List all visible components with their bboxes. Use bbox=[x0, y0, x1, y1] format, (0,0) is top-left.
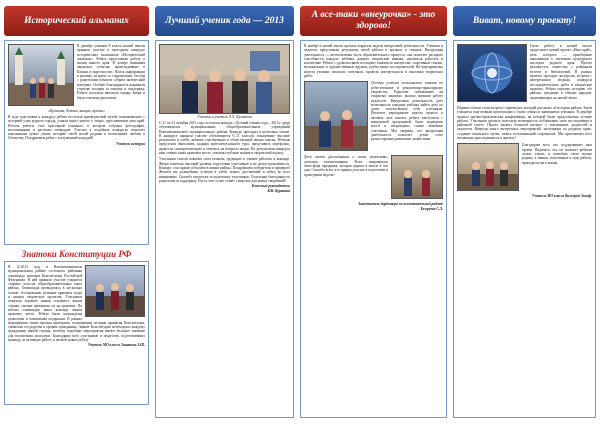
article-signature: Учитель истории bbox=[116, 141, 145, 146]
column-new-project bbox=[453, 6, 596, 418]
article-signature-role: Классный руководитель bbox=[251, 184, 290, 189]
photo-concert bbox=[391, 155, 443, 199]
heading-new-project: Виват, новому проекту! bbox=[453, 6, 596, 36]
photo-illustration bbox=[9, 45, 73, 105]
article-signature: Учитель МО класса Зинатова З.Ш. bbox=[87, 343, 145, 348]
article-signature-name: В.В. Куракина bbox=[267, 189, 290, 194]
article-signature-role: Заместитель директора по воспитательной работе bbox=[358, 202, 443, 207]
article-text-final: Благодарим всех, кто поддерживает наш проект. Надеемся, что он поможет ребятам лучше узнать и полюбить свою малую родину, а знания, полученные в ходе работы, пригодятся им в жизни. bbox=[522, 143, 592, 165]
article-text: В ноябре в нашей школе прошла открытая неделя внеурочной деятельности. Ученики и педагоги представили результаты своей работы в кружках и секциях. Внеурочная деятельность — неотъемлемая часть образовательного процесса, она помогает раскрыть способности каждого ребёнка, развить творческие навыки, научиться работать в коллективе. Ребята с удовольствием посещают занятия по интересам: спортивные секции, музыкальные и художественные кружки, клубы юных исследователей. На мероприятиях недели ученики показали спектакли, провели мастер-классы и выставки творческих работ. bbox=[304, 44, 443, 79]
photo-olympiad-team bbox=[85, 265, 145, 317]
photo-students-kremlin bbox=[8, 44, 74, 106]
photo-caption: Ученики и учитель Л.Х. Булатова bbox=[197, 115, 252, 119]
article-constitution-experts bbox=[4, 261, 149, 405]
heading-constitution-experts: Знатоки Конституции РФ bbox=[21, 249, 132, 259]
article-text-continued: В ходе подготовки к конкурсу ребята посетили краеведческий музей, познакомились с историей улиц родного города, узнали много нового о людях, прославивших наш край. Итогом работы стал красочный альманах, в котором собраны фотографии, воспоминания и рассказы очевидцев. Участие в подобных конкурсах помогает школьникам лучше узнать историю своей малой родины и воспитывает любовь к Отечеству. Поздравляем ребят с заслуженной наградой! bbox=[8, 115, 145, 141]
column-best-student bbox=[155, 6, 294, 418]
article-text-continued: Первым этапом стала встреча с краеведом, который рассказал об истории района. Затем учащиеся подготовили презентации о своих семьях и знаменитых земляках. В декабре прошла научно-практическая конференция, на которой были представлены лучшие работы. Участники проекта получили возможность публиковать свои исследования в районной газете. Проект вызвал большой интерес у школьников, родителей и педагогов. Впереди много интересных мероприятий: экспедиции по родному краю, создание школьного музея, запись воспоминаний старожилов. Мы приглашаем всех желающих присоединиться к проекту! bbox=[457, 106, 592, 141]
article-signature-name: Безгреева С.Л. bbox=[420, 207, 443, 212]
photo-best-student-group bbox=[159, 44, 290, 114]
article-text: С 21 по 31 октября 2013 года состоялся конкурс «Лучший ученик года – 2013» среди обучающихся муниципальных общеобразовательных учреждений Новошешминского муниципального района. Конкурс проходил в несколько этапов. В конкурсе приняли участие обучающиеся 9–11 классов, показавшие высокие результаты в учёбе, активно участвующие в общественной жизни школы. Ребятам предстояло выполнить задания интеллектуального тура, представить портфолио, провести самопрезентацию и ответить на вопросы жюри. По результатам конкурса наш ученик занял призовое место, показав глубокие знания и творческий подход. bbox=[159, 121, 290, 156]
heading-extracurricular: А все-таки «внеурочка» - это здорово! bbox=[300, 6, 447, 36]
article-text-final: Дети охотно рассказывали о своих увлечениях, делились впечатлениями. Всем понравилась атмосфера праздника, которая царила в школе в эти дни. Спасибо всем, кто принял участие в подготовке и проведении недели! bbox=[304, 155, 388, 177]
photo-illustration bbox=[160, 45, 289, 113]
article-historical-almanac bbox=[4, 40, 149, 245]
photo-caption: «Кулакова, Казань, январь, кремль» bbox=[47, 109, 106, 113]
photo-illustration bbox=[305, 82, 367, 150]
article-text-continued: Участники смогли показать свои таланты, эрудицию и умение работать в команде. Жюри отметило высокий уровень подготовки участников и их целеустремлённость. Конкурс стал ярким событием в жизни района. Поздравляем победителя и призёров! Желаем им дальнейших успехов в учёбе, новых достижений и побед во всех начинаниях. Спасибо педагогам за подготовку участников. Отдельная благодарность родителям за поддержку. Пусть этот успех станет стимулом для новых свершений! bbox=[159, 157, 290, 183]
heading-best-student: Лучший ученик года — 2013 bbox=[155, 6, 294, 36]
photo-project-logo bbox=[457, 44, 527, 102]
article-text-continued: Особым успехом пользовались занятия по робототехнике и декоративно-прикладному творчеству. Родители, побывавшие на открытых занятиях, высоко оценили работу педагогов. Внеурочная деятельность даёт возможность каждому ребёнку найти дело по душе, почувствовать себя успешным. Итоговое мероприятие недели прошло в актовом зале школы: ребята выступили с концертной программой, были подведены итоги и награждены самые активные участники. Мы уверены, что внеурочная деятельность помогает детям стать разносторонне развитыми личностями. bbox=[371, 81, 443, 142]
heading-historical-almanac: Исторический альманах bbox=[4, 6, 149, 36]
photo-extracurricular-event bbox=[304, 81, 368, 151]
article-signature: Учитель МО класса Валеерий Залиф. bbox=[532, 194, 592, 199]
photo-illustration bbox=[86, 266, 144, 316]
article-text: Свою работу в нашей школе продолжает новый проект «Наш край», цель которого — приобщение школьников к изучению культурного наследия родного края. Проект реализуется совместно с районным музеем и библиотекой. В рамках проекта проходят экскурсии, встречи с интересными людьми, конкурсы исследовательских работ и творческие проекты. Ребята изучают историю сёл района, традиции и обычаи народов, проживающих на нашей земле. bbox=[530, 44, 592, 100]
article-text: В 12.2013 году в Новошешминском муниципальном районе состоялась районная олимпиада знатоков Конституции Российской Федерации. В ней приняли участие учащиеся старших классов общеобразовательных школ района. Олимпиада проводилась в несколько этапов: тестирование, решение правовых задач и защита творческих проектов. Участники показали хорошие знания основного закона страны, умение применять их на практике. По итогам олимпиады наша команда заняла призовое место. Ребята были награждены грамотами и памятными подарками. В рамках мероприятия также прошла викторина, посвящённая истории принятия Конституции, символам государства и правам гражданина. Знание Конституции необходимо каждому гражданину нашей страны, поэтому подобные мероприятия имеют большое значение для воспитания молодёжи. Благодарим всех участников и педагогов, подготовивших команду, за активную работу и желаем новых побед! bbox=[8, 265, 145, 343]
article-extracurricular bbox=[300, 40, 447, 418]
photo-illustration bbox=[458, 144, 518, 190]
column-historical-almanac bbox=[4, 6, 149, 405]
photo-illustration bbox=[458, 45, 526, 101]
article-new-project bbox=[453, 40, 596, 418]
article-best-student bbox=[155, 40, 294, 418]
photo-illustration bbox=[392, 156, 442, 198]
photo-project-meeting bbox=[457, 143, 519, 191]
article-text: В декабре ученики 8 класса нашей школы приняли участие в ежегодном конкурсе исторических альманахов «Исторический альманах». Ребята представили работу о жизни нашего края. В центре внимания оказались события, происходившие в Казани и окрестностях. Поиск информации в архивах, встречи со старожилами, беседы с родителями помогли собрать интересный материал. Особую благодарность выражаем учителю истории за помощь и поддержку. Работа получила высокую оценку жюри и была отмечена дипломом. bbox=[77, 44, 145, 100]
column-extracurricular bbox=[300, 6, 447, 418]
